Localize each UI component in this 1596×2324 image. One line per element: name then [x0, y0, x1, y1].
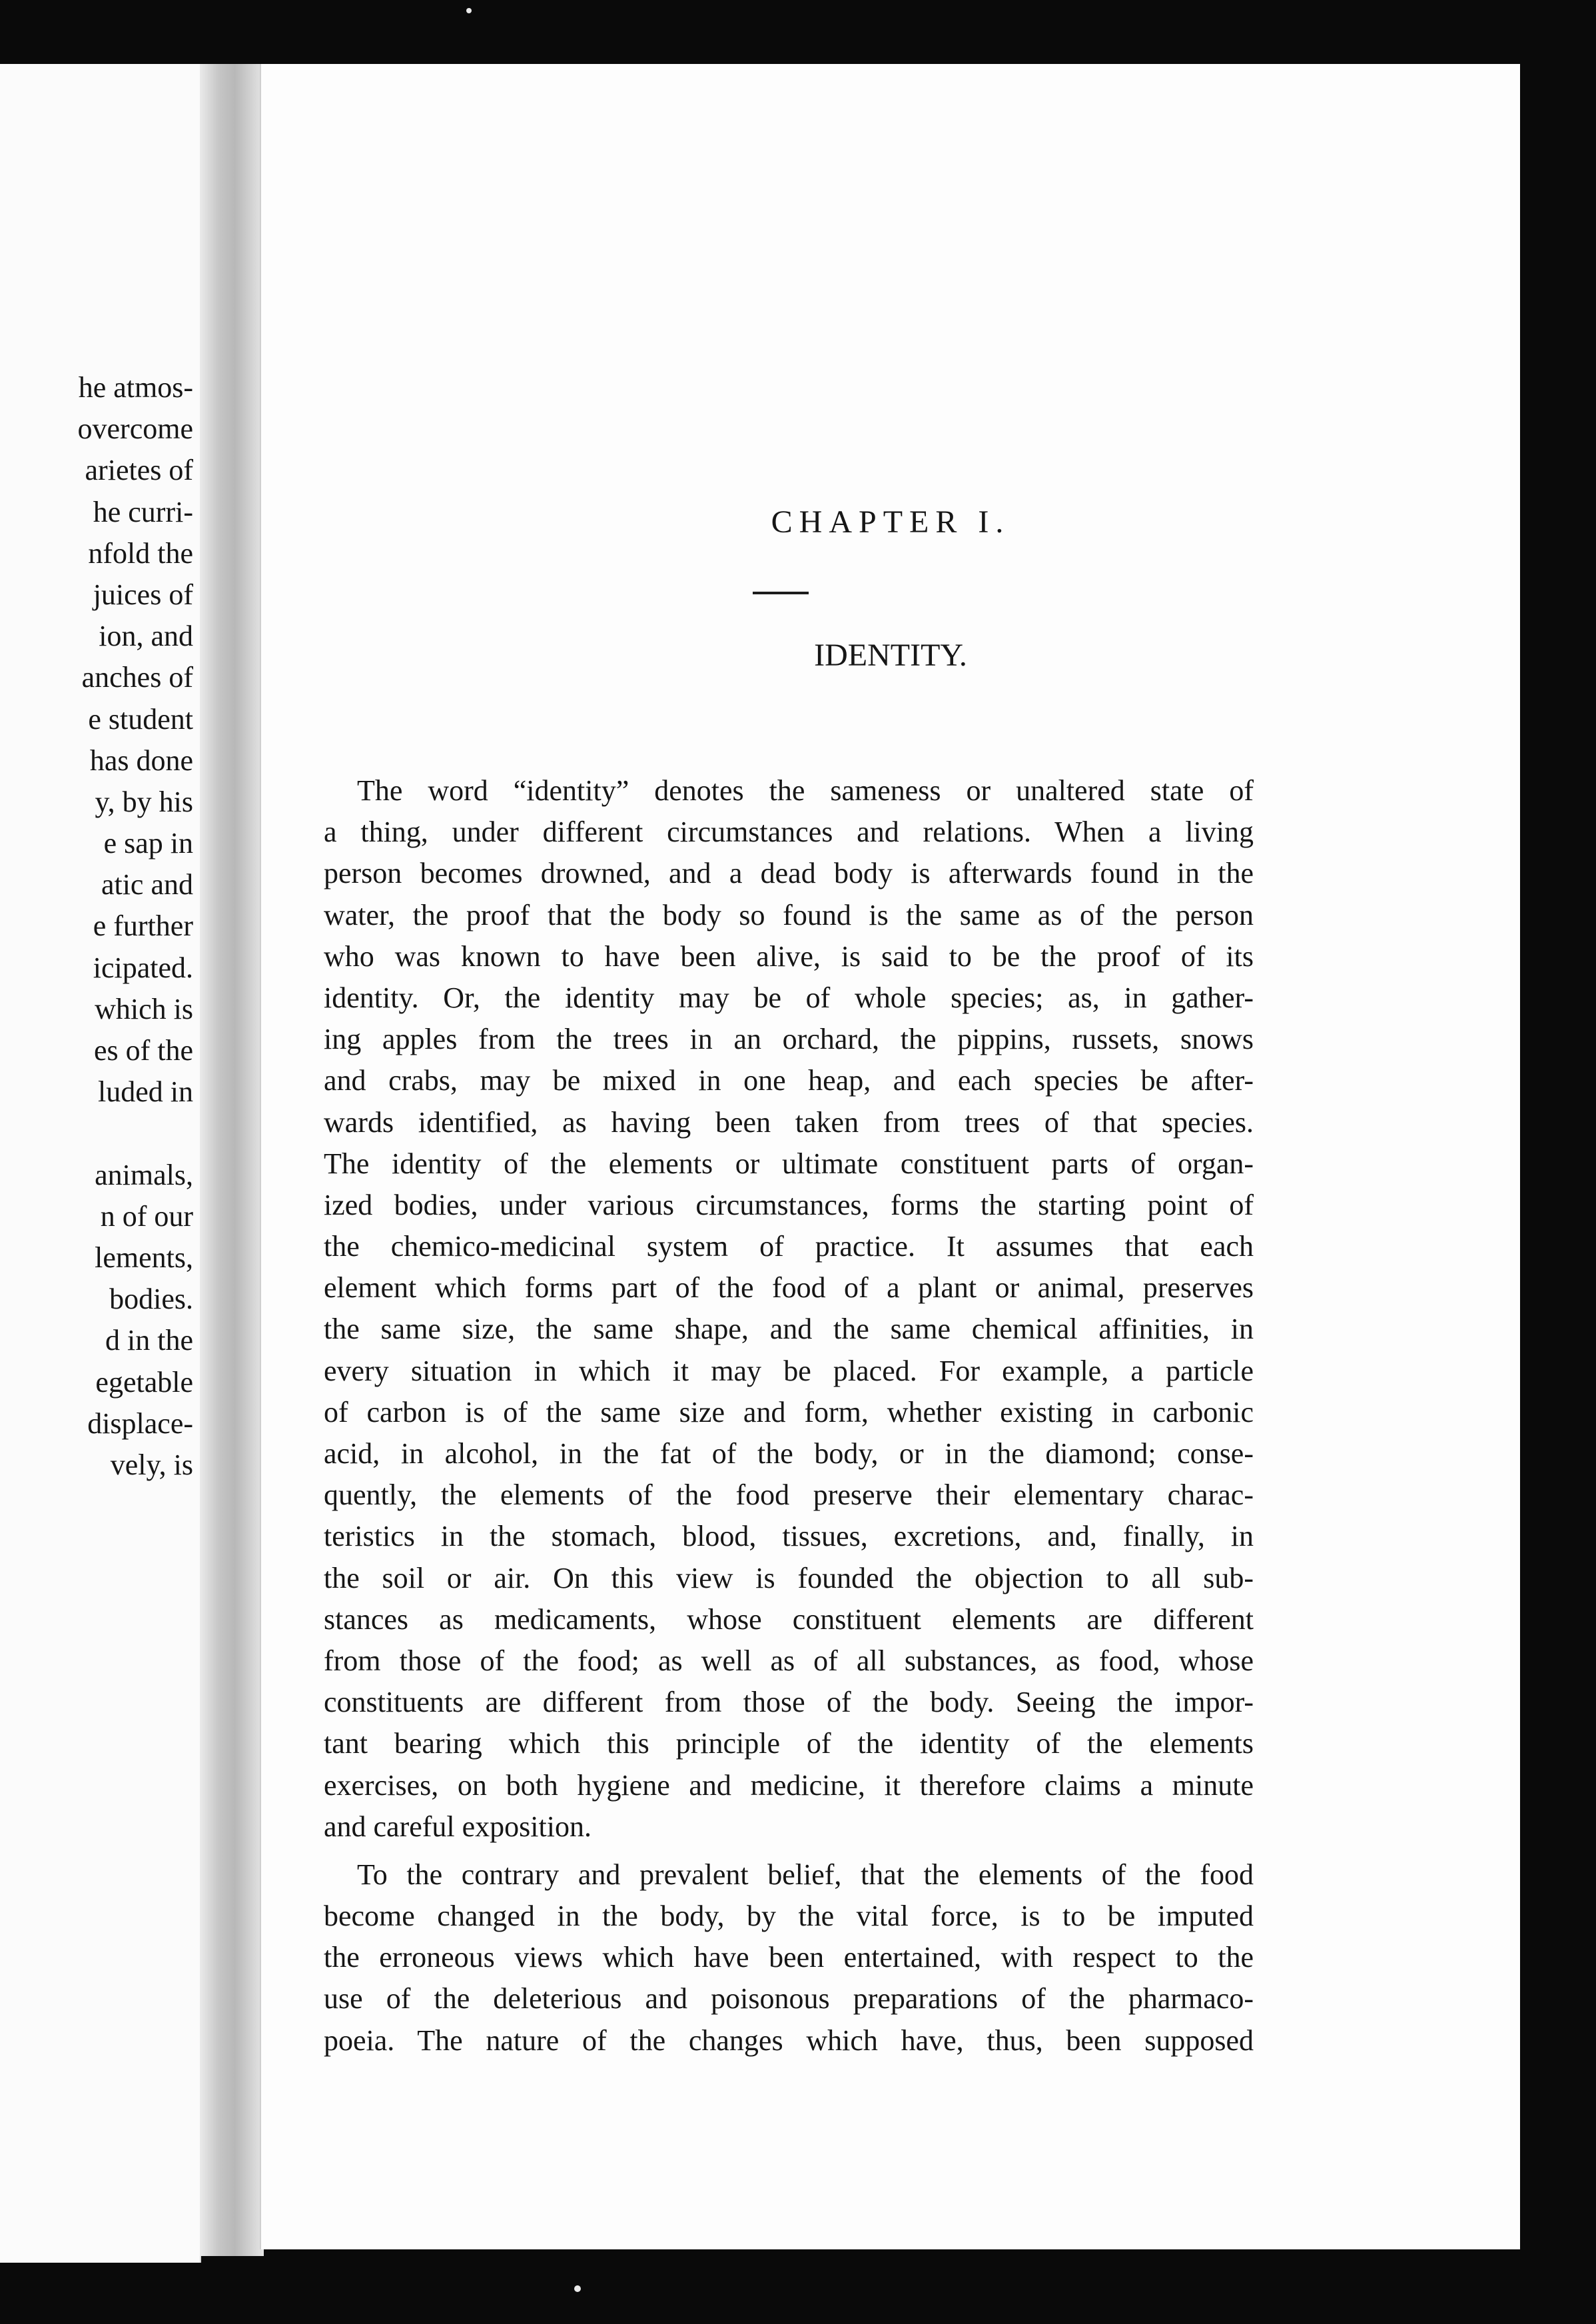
text-line: the same size, the same shape, and the same chemical affinities, in: [324, 1313, 1254, 1346]
text-line: stances as medicaments, whose constituent elements are different: [324, 1602, 1254, 1636]
left-line: bodies.: [109, 1283, 193, 1316]
text-line: constituents are different from those of the body. Seeing the impor-: [324, 1686, 1254, 1719]
left-line: which is: [95, 992, 193, 1025]
paragraph-gap: [324, 1848, 1254, 1854]
text-line: The word “identity” denotes the sameness or unaltered state of: [357, 774, 1254, 807]
left-line: lements,: [95, 1241, 193, 1274]
text-line: teristics in the stomach, blood, tissues, excretions, and, finally, in: [324, 1520, 1254, 1553]
text-line: ized bodies, under various circumstances, forms the starting point of: [324, 1188, 1254, 1221]
left-line: has done: [89, 744, 193, 777]
left-line: nfold the: [88, 536, 193, 570]
left-line: he atmos-: [78, 371, 193, 404]
text-line: the soil or air. On this view is founded the objection to all sub-: [324, 1561, 1254, 1594]
left-line: d in the: [105, 1324, 193, 1357]
text-line: tant bearing which this principle of the identity of the elements: [324, 1727, 1254, 1760]
left-line: e further: [93, 909, 193, 943]
left-line: e student: [88, 702, 193, 736]
text-line: and careful exposition.: [324, 1810, 592, 1843]
text-line: poeia. The nature of the changes which have, thus, been supposed: [324, 2024, 1254, 2057]
left-line: es of the: [93, 1034, 193, 1067]
text-line: identity. Or, the identity may be of whole species; as, in gather-: [324, 981, 1254, 1014]
left-line: luded in: [98, 1075, 193, 1109]
text-line: from those of the food; as well as of all substances, as food, whose: [324, 1644, 1254, 1677]
left-line: y, by his: [95, 785, 193, 818]
body-text: [324, 770, 1254, 2061]
scan-speck: [574, 2285, 581, 2292]
left-line: overcome: [77, 412, 193, 446]
section-title: IDENTITY.: [814, 638, 967, 673]
left-line: n of our: [100, 1199, 193, 1233]
left-line: atic and: [101, 868, 193, 901]
text-line: the chemico-medicinal system of practice. It assumes that each: [324, 1230, 1254, 1263]
text-line: quently, the elements of the food preserve their elementary charac-: [324, 1478, 1254, 1512]
left-line: ion, and: [99, 620, 193, 653]
text-line: exercises, on both hygiene and medicine, it therefore claims a minute: [324, 1768, 1254, 1802]
text-line: wards identified, as having been taken from trees of that species.: [324, 1105, 1254, 1139]
text-line: person becomes drowned, and a dead body is afterwards found in the: [324, 857, 1254, 890]
text-line: become changed in the body, by the vital force, is to be imputed: [324, 1900, 1254, 1933]
left-line: e sap in: [103, 827, 193, 860]
left-line: icipated.: [93, 951, 193, 984]
right-page: [260, 64, 1520, 2249]
left-line: he curri-: [93, 495, 193, 528]
text-line: acid, in alcohol, in the fat of the body, or in the diamond; conse-: [324, 1437, 1254, 1470]
text-line: use of the deleterious and poisonous preparations of the pharmaco-: [324, 1982, 1254, 2016]
text-line: of carbon is of the same size and form, whether existing in carbonic: [324, 1395, 1254, 1429]
text-line: To the contrary and prevalent belief, that the elements of the food: [357, 1858, 1254, 1891]
left-line: arietes of: [85, 454, 193, 487]
text-line: element which forms part of the food of a plant or animal, preserves: [324, 1271, 1254, 1305]
left-paragraph-gap: [0, 1113, 193, 1154]
left-line: animals,: [95, 1158, 193, 1191]
book-gutter: [200, 64, 264, 2256]
chapter-heading: CHAPTER I.: [771, 504, 1010, 540]
text-line: a thing, under different circumstances and relations. When a living: [324, 816, 1254, 849]
text-line: water, the proof that the body so found is the same as of the person: [324, 898, 1254, 931]
left-line: vely, is: [110, 1448, 193, 1481]
left-line: anches of: [81, 661, 193, 694]
text-line: and crabs, may be mixed in one heap, and each species be after-: [324, 1064, 1254, 1097]
left-line: egetable: [95, 1365, 193, 1399]
text-line: ing apples from the trees in an orchard, the pippins, russets, snows: [324, 1023, 1254, 1056]
text-line: who was known to have been alive, is said to be the proof of its: [324, 939, 1254, 973]
left-line: juices of: [93, 578, 193, 611]
left-line: displace-: [87, 1407, 193, 1440]
text-line: the erroneous views which have been entertained, with respect to the: [324, 1941, 1254, 1974]
left-page: [0, 64, 201, 2263]
scan-speck: [466, 8, 472, 13]
heading-rule: [753, 592, 809, 594]
text-line: every situation in which it may be placed. For example, a particle: [324, 1354, 1254, 1387]
text-line: The identity of the elements or ultimate constituent parts of organ-: [324, 1147, 1254, 1180]
left-page-text: [0, 367, 193, 1486]
